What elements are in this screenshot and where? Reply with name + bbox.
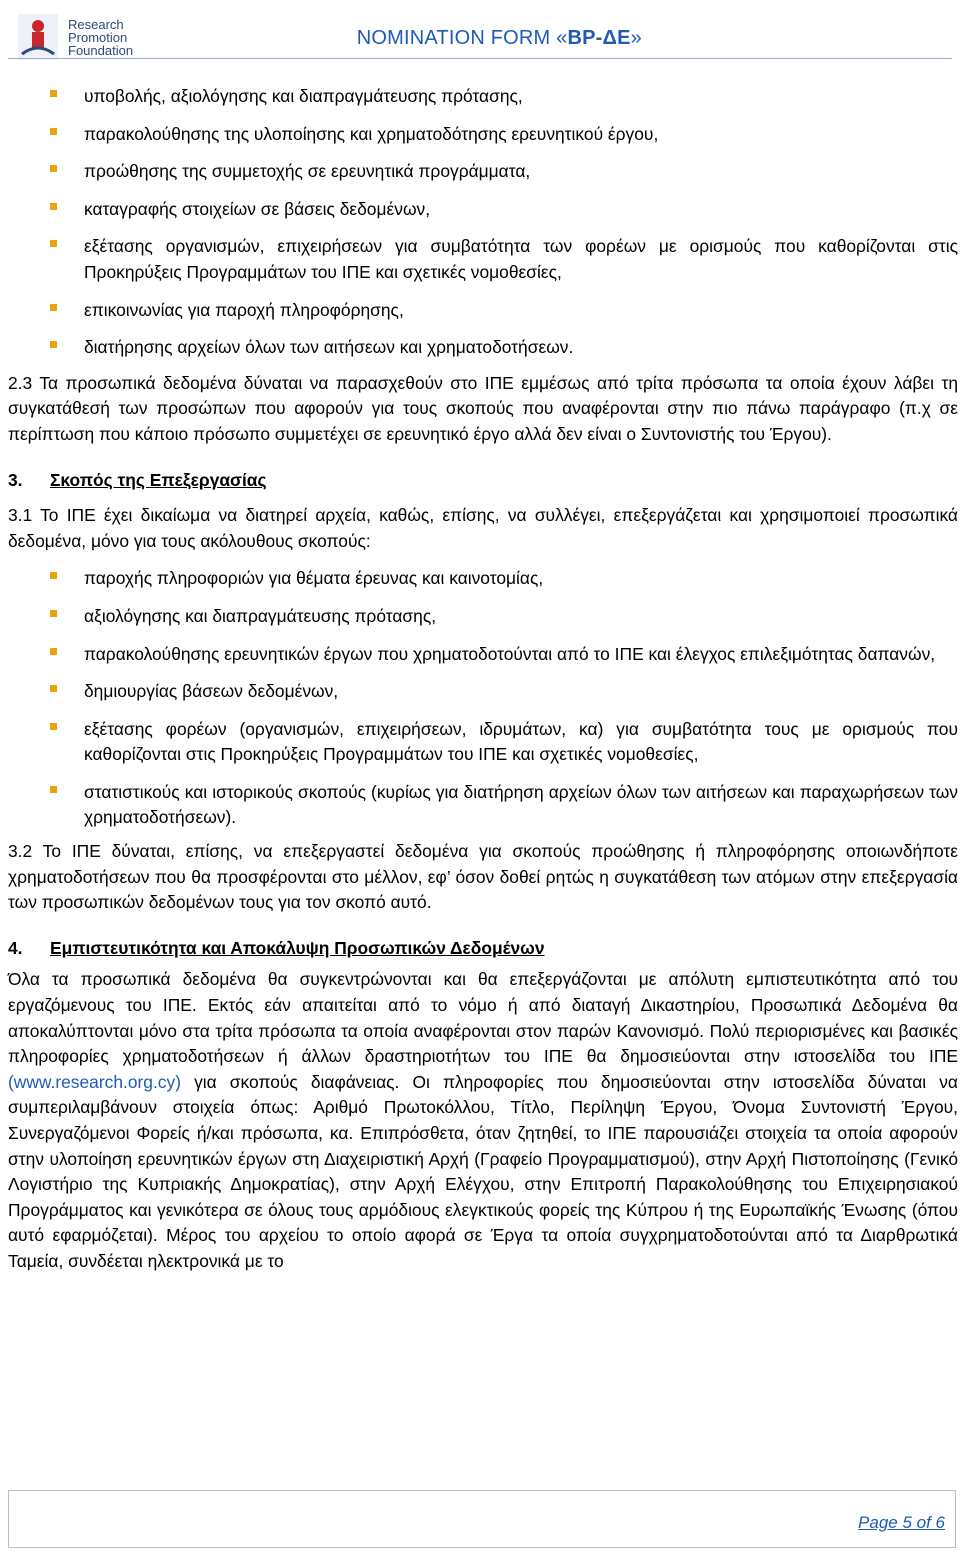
section-3-number: 3. [8, 469, 23, 490]
paragraph-2-3: 2.3 Τα προσωπικά δεδομένα δύναται να παρασχεθούν στο ΙΠΕ εμμέσως από τρίτα πρόσωπα τα οποία έχουν λάβει τη συγκατάθεσή των προσώπων που αφορούν για τους σκοπούς που αναφέρονται στην πιο πάνω παράγραφο (π.χ σε περίπτωση που κάποιο πρόσωπο συμμετέχει σε ερευνητικό έργο αλλά δεν είναι ο Συντονιστής του Έργου). [8, 372, 958, 444]
foundation-logo [18, 14, 148, 62]
bullet-icon [50, 304, 57, 311]
logo-mark-icon [18, 14, 58, 60]
nomination-code: ΒΡ-ΔΕ [567, 27, 631, 49]
paragraph-3-2: 3.2 Το ΙΠΕ δύναται, επίσης, να επεξεργαστεί δεδομένα για σκοπούς προώθησης ή πληροφόρησης οποιωνδήποτε χρηματοδοτήσεων που θα προσφέρονται στο μέλλον, εφ’ όσον δοθεί ρητώς η συγκατάθεση των ατόμων στην επεξεργασία των προσωπικών δεδομένων τους για τον σκοπό αυτό. [8, 841, 958, 913]
list-item: καταγραφής στοιχείων σε βάσεις δεδομένων, [8, 197, 958, 223]
bullet-icon [50, 786, 57, 793]
bullet-icon [50, 128, 57, 135]
list-item: δημιουργίας βάσεων δεδομένων, [8, 679, 958, 705]
section-4-title: Εμπιστευτικότητα και Αποκάλυψη Προσωπικών Δεδομένων [50, 937, 545, 958]
list-item: στατιστικούς και ιστορικούς σκοπούς (κυρίως για διατήρηση αρχείων όλων των αιτήσεων και παραχωρήσεων των χρηματοδοτήσεων). [8, 780, 958, 831]
bullet-icon [50, 723, 57, 730]
section-4-heading [8, 936, 958, 962]
logo-line-2: Promotion [68, 30, 128, 45]
section-4-number: 4. [8, 937, 23, 958]
list-item: εξέτασης φορέων (οργανισμών, επιχειρήσεων, ιδρυμάτων, κα) για συμβατότητα τους με ορισμούς που καθορίζονται στις Προκηρύξεις Προγραμμάτων του ΙΠΕ και σχετικές νομοθεσίες, [8, 717, 958, 768]
list-item: διατήρησης αρχείων όλων των αιτήσεων και χρηματοδοτήσεων. [8, 335, 958, 361]
bullet-icon [50, 341, 57, 348]
list-item: αξιολόγησης και διαπραγμάτευσης πρότασης, [8, 604, 958, 630]
list-item: προώθησης της συμμετοχής σε ερευνητικά προγράμματα, [8, 159, 958, 185]
section-3-heading [8, 468, 958, 494]
bullet-icon [50, 203, 57, 210]
paragraph-4-part-b: για σκοπούς διαφάνειας. Οι πληροφορίες που δημοσιεύονται στην ιστοσελίδα δύναται να συμπεριλαμβάνουν στοιχεία όπως: Αριθμό Πρωτοκόλλου, Τίτλο, Περίληψη Έργου, Όνομα Συντονιστή Έργου, Συνεργαζόμενοι Φορείς ή/και πρόσωπα, κα. Επιπρόσθετα, όταν ζητηθεί, το ΙΠΕ παρουσιάζει στοιχεία τα οποία αφορούν στην υλοποίηση ερευνητικών έργων στη Διαχειριστική Αρχή (Γραφείο Προγραμματισμού), στην Αρχή Πιστοποίησης (Γενικό Λογιστήριο της Κυπριακής Δημοκρατίας), στην Αρχή Ελέγχου, στην Επιτροπή Παρακολούθησης του Επιχειρησιακού Προγράμματος και γενικότερα σε όλους τους αρμόδιους ελεγκτικούς φορείς της Κύπρου ή της Ευρωπαϊκής Ένωσης (όπου αυτό εφαρμόζεται). Μέρος του αρχείου το οποίο αφορά σε Έργα τα οποία συγχρηματοδοτούνται από τα Διαρθρωτικά Ταμεία, συνδέεται ηλεκτρονικά με το [8, 1071, 958, 1271]
page-header [0, 0, 960, 70]
header-divider [8, 58, 952, 59]
logo-text [68, 18, 133, 57]
section-3-title: Σκοπός της Επεξεργασίας [50, 469, 267, 490]
list-item: επικοινωνίας για παροχή πληροφόρησης, [8, 298, 958, 324]
bullet-icon [50, 90, 57, 97]
paragraph-4 [8, 967, 958, 1274]
logo-line-3: Foundation [68, 43, 134, 58]
bullet-icon [50, 648, 57, 655]
bullet-icon [50, 685, 57, 692]
research-website-link[interactable]: (www.research.org.cy) [8, 1071, 181, 1092]
paragraph-3-1: 3.1 Το ΙΠΕ έχει δικαίωμα να διατηρεί αρχεία, καθώς, επίσης, να συλλέγει, επεξεργάζεται και χρησιμοποιεί προσωπικά δεδομένα, μόνο για τους ακόλουθους σκοπούς: [8, 505, 958, 551]
logo-line-1: Research [68, 17, 124, 32]
list-item: παρακολούθησης της υλοποίησης και χρηματοδότησης ερευνητικού έργου, [8, 122, 958, 148]
page-footer [8, 1490, 956, 1548]
page-number: Page 5 of 6 [858, 1513, 945, 1532]
bullet-icon [50, 572, 57, 579]
nomination-prefix: NOMINATION FORM « [356, 27, 568, 49]
paragraph-4-part-a: Όλα τα προσωπικά δεδομένα θα συγκεντρώνονται και θα επεξεργάζονται με απόλυτη εμπιστευτικότητα από του εργαζόμενους του ΙΠΕ. Εκτός εάν απαιτείται από το νόμο ή από διαταγή Δικαστηρίου, Προσωπικά Δεδομένα θα αποκαλύπτονται μόνο στα τρίτα πρόσωπα τα οποία αναφέρονται στον παρών Κανονισμό. Πολύ περιορισμένες και βασικές πληροφορίες χρηματοδοτήσεων ή άλλων δραστηριοτήτων του ΙΠΕ θα δημοσιεύονται στην ιστοσελίδα του ΙΠΕ [8, 969, 958, 1067]
list-item: παρακολούθησης ερευνητικών έργων που χρηματοδοτούνται από το ΙΠΕ και έλεγχος επιλεξιμότητας δαπανών, [8, 642, 958, 668]
purpose-list-1 [8, 84, 958, 361]
document-body [8, 84, 958, 1275]
nomination-suffix: » [630, 27, 642, 49]
list-item: παροχής πληροφοριών για θέματα έρευνας και καινοτομίας, [8, 566, 958, 592]
bullet-icon [50, 610, 57, 617]
bullet-icon [50, 240, 57, 247]
list-item: εξέτασης οργανισμών, επιχειρήσεων για συμβατότητα των φορέων με ορισμούς που καθορίζονται στις Προκηρύξεις Προγραμμάτων του ΙΠΕ και σχετικές νομοθεσίες, [8, 234, 958, 285]
bullet-icon [50, 165, 57, 172]
purpose-list-2 [8, 566, 958, 831]
list-item: υποβολής, αξιολόγησης και διαπραγμάτευσης πρότασης, [8, 84, 958, 110]
nomination-form-title [357, 27, 642, 50]
